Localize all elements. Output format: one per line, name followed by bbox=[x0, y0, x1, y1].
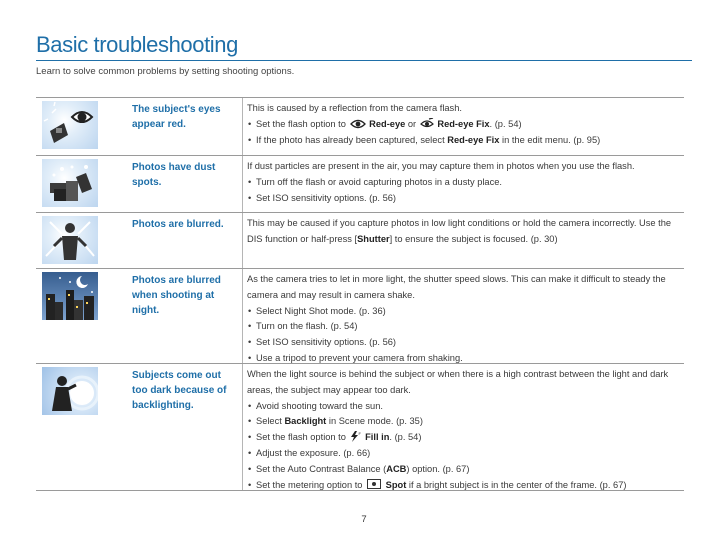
solution-text: If dust particles are present in the air, you may capture them in photos when you use the flash. • Turn off the flash or avoid capturing photos in a dusty place. • Set ISO sensitivity options. (p. 56) bbox=[243, 156, 684, 212]
dust-spots-illustration-icon bbox=[42, 159, 98, 207]
bullet-item: • Set the Auto Contrast Balance (ACB) option. (p. 67) bbox=[247, 462, 684, 478]
solution-text: As the camera tries to let in more light, the shutter speed slows. This can make it difficult to steady the camera and may result in camera shake. • Select Night Shot mode. (p. 36) • Turn on the flash. (p. 54) • Set ISO sensitivity options. (p. 56) • Use a tripod to prevent your camera from shaking. bbox=[243, 269, 684, 363]
bullet-item: • Set ISO sensitivity options. (p. 56) bbox=[247, 335, 684, 351]
troubleshooting-table bbox=[36, 97, 684, 491]
bullet-item: • Use a tripod to prevent your camera from shaking. bbox=[247, 351, 684, 367]
bullet-item: • Select Night Shot mode. (p. 36) bbox=[247, 304, 684, 320]
problem-label: Photos are blurred. bbox=[125, 213, 243, 268]
fill-flash-icon bbox=[350, 431, 362, 442]
title-rule bbox=[36, 60, 692, 61]
bullet-item: • If the photo has already been captured, select Red-eye Fix in the edit menu. (p. 95) bbox=[247, 133, 684, 149]
bullet-item: • Set the flash option to F Fill in. (p. 54) bbox=[247, 430, 684, 446]
table-row bbox=[36, 212, 684, 268]
bullet-item: • Set ISO sensitivity options. (p. 56) bbox=[247, 191, 684, 207]
bullet-item: • Adjust the exposure. (p. 66) bbox=[247, 446, 684, 462]
bullet-item: • Select Backlight in Scene mode. (p. 35) bbox=[247, 414, 684, 430]
table-row bbox=[36, 97, 684, 155]
problem-label: Subjects come out too dark because of backlighting. bbox=[125, 364, 243, 490]
spot-metering-icon bbox=[367, 479, 381, 489]
solution-text: This is caused by a reflection from the camera flash. • Set the flash option to Red-eye or Red-eye Fix. (p. 54) • If the photo has already been captured, select Red-eye Fix in the edit menu. (p. 95) bbox=[243, 98, 684, 155]
problem-label: Photos are blurred when shooting at night. bbox=[125, 269, 243, 363]
solution-text: When the light source is behind the subject or when there is a high contrast between the light and dark areas, the subject may appear too dark. • Avoid shooting toward the sun. • Select Backlight in Scene mode. (p. 35) • Set the flash option to F Fill in. (p. 54) • Adjust the exposure. (p. 66) • Set the Auto Contrast Balance (ACB) option. (p. 67) • Set the metering option to Spot if a bright subject is in the center of the frame. (p. 67) bbox=[243, 364, 684, 490]
svg-text:F: F bbox=[358, 431, 361, 437]
bullet-item: • Set the metering option to Spot if a bright subject is in the center of the frame. (p. 67) bbox=[247, 478, 684, 494]
red-eye-illustration-icon bbox=[42, 101, 98, 149]
problem-label: Photos have dust spots. bbox=[125, 156, 243, 212]
red-eye-icon bbox=[350, 119, 366, 129]
page-number: 7 bbox=[361, 514, 367, 525]
table-row bbox=[36, 155, 684, 212]
page-subtitle: Learn to solve common problems by setting shooting options. bbox=[36, 66, 295, 77]
page-title: Basic troubleshooting bbox=[36, 32, 238, 57]
bullet-item: • Turn off the flash or avoid capturing photos in a dusty place. bbox=[247, 175, 684, 191]
problem-label: The subject's eyes appear red. bbox=[125, 98, 243, 155]
bullet-item: • Avoid shooting toward the sun. bbox=[247, 399, 684, 415]
backlighting-illustration-icon bbox=[42, 367, 98, 415]
night-scene-illustration-icon bbox=[42, 272, 98, 320]
table-row bbox=[36, 363, 684, 491]
red-eye-fix-icon bbox=[420, 118, 434, 129]
bullet-item: • Turn on the flash. (p. 54) bbox=[247, 319, 684, 335]
bullet-item: • Set the flash option to Red-eye or Red-eye Fix. (p. 54) bbox=[247, 117, 684, 133]
solution-text: This may be caused if you capture photos in low light conditions or hold the camera incorrectly. Use the DIS function or half-press [Shutter] to ensure the subject is focused. (p. 30) bbox=[247, 218, 672, 244]
blurred-photo-illustration-icon bbox=[42, 216, 98, 264]
table-row bbox=[36, 268, 684, 363]
